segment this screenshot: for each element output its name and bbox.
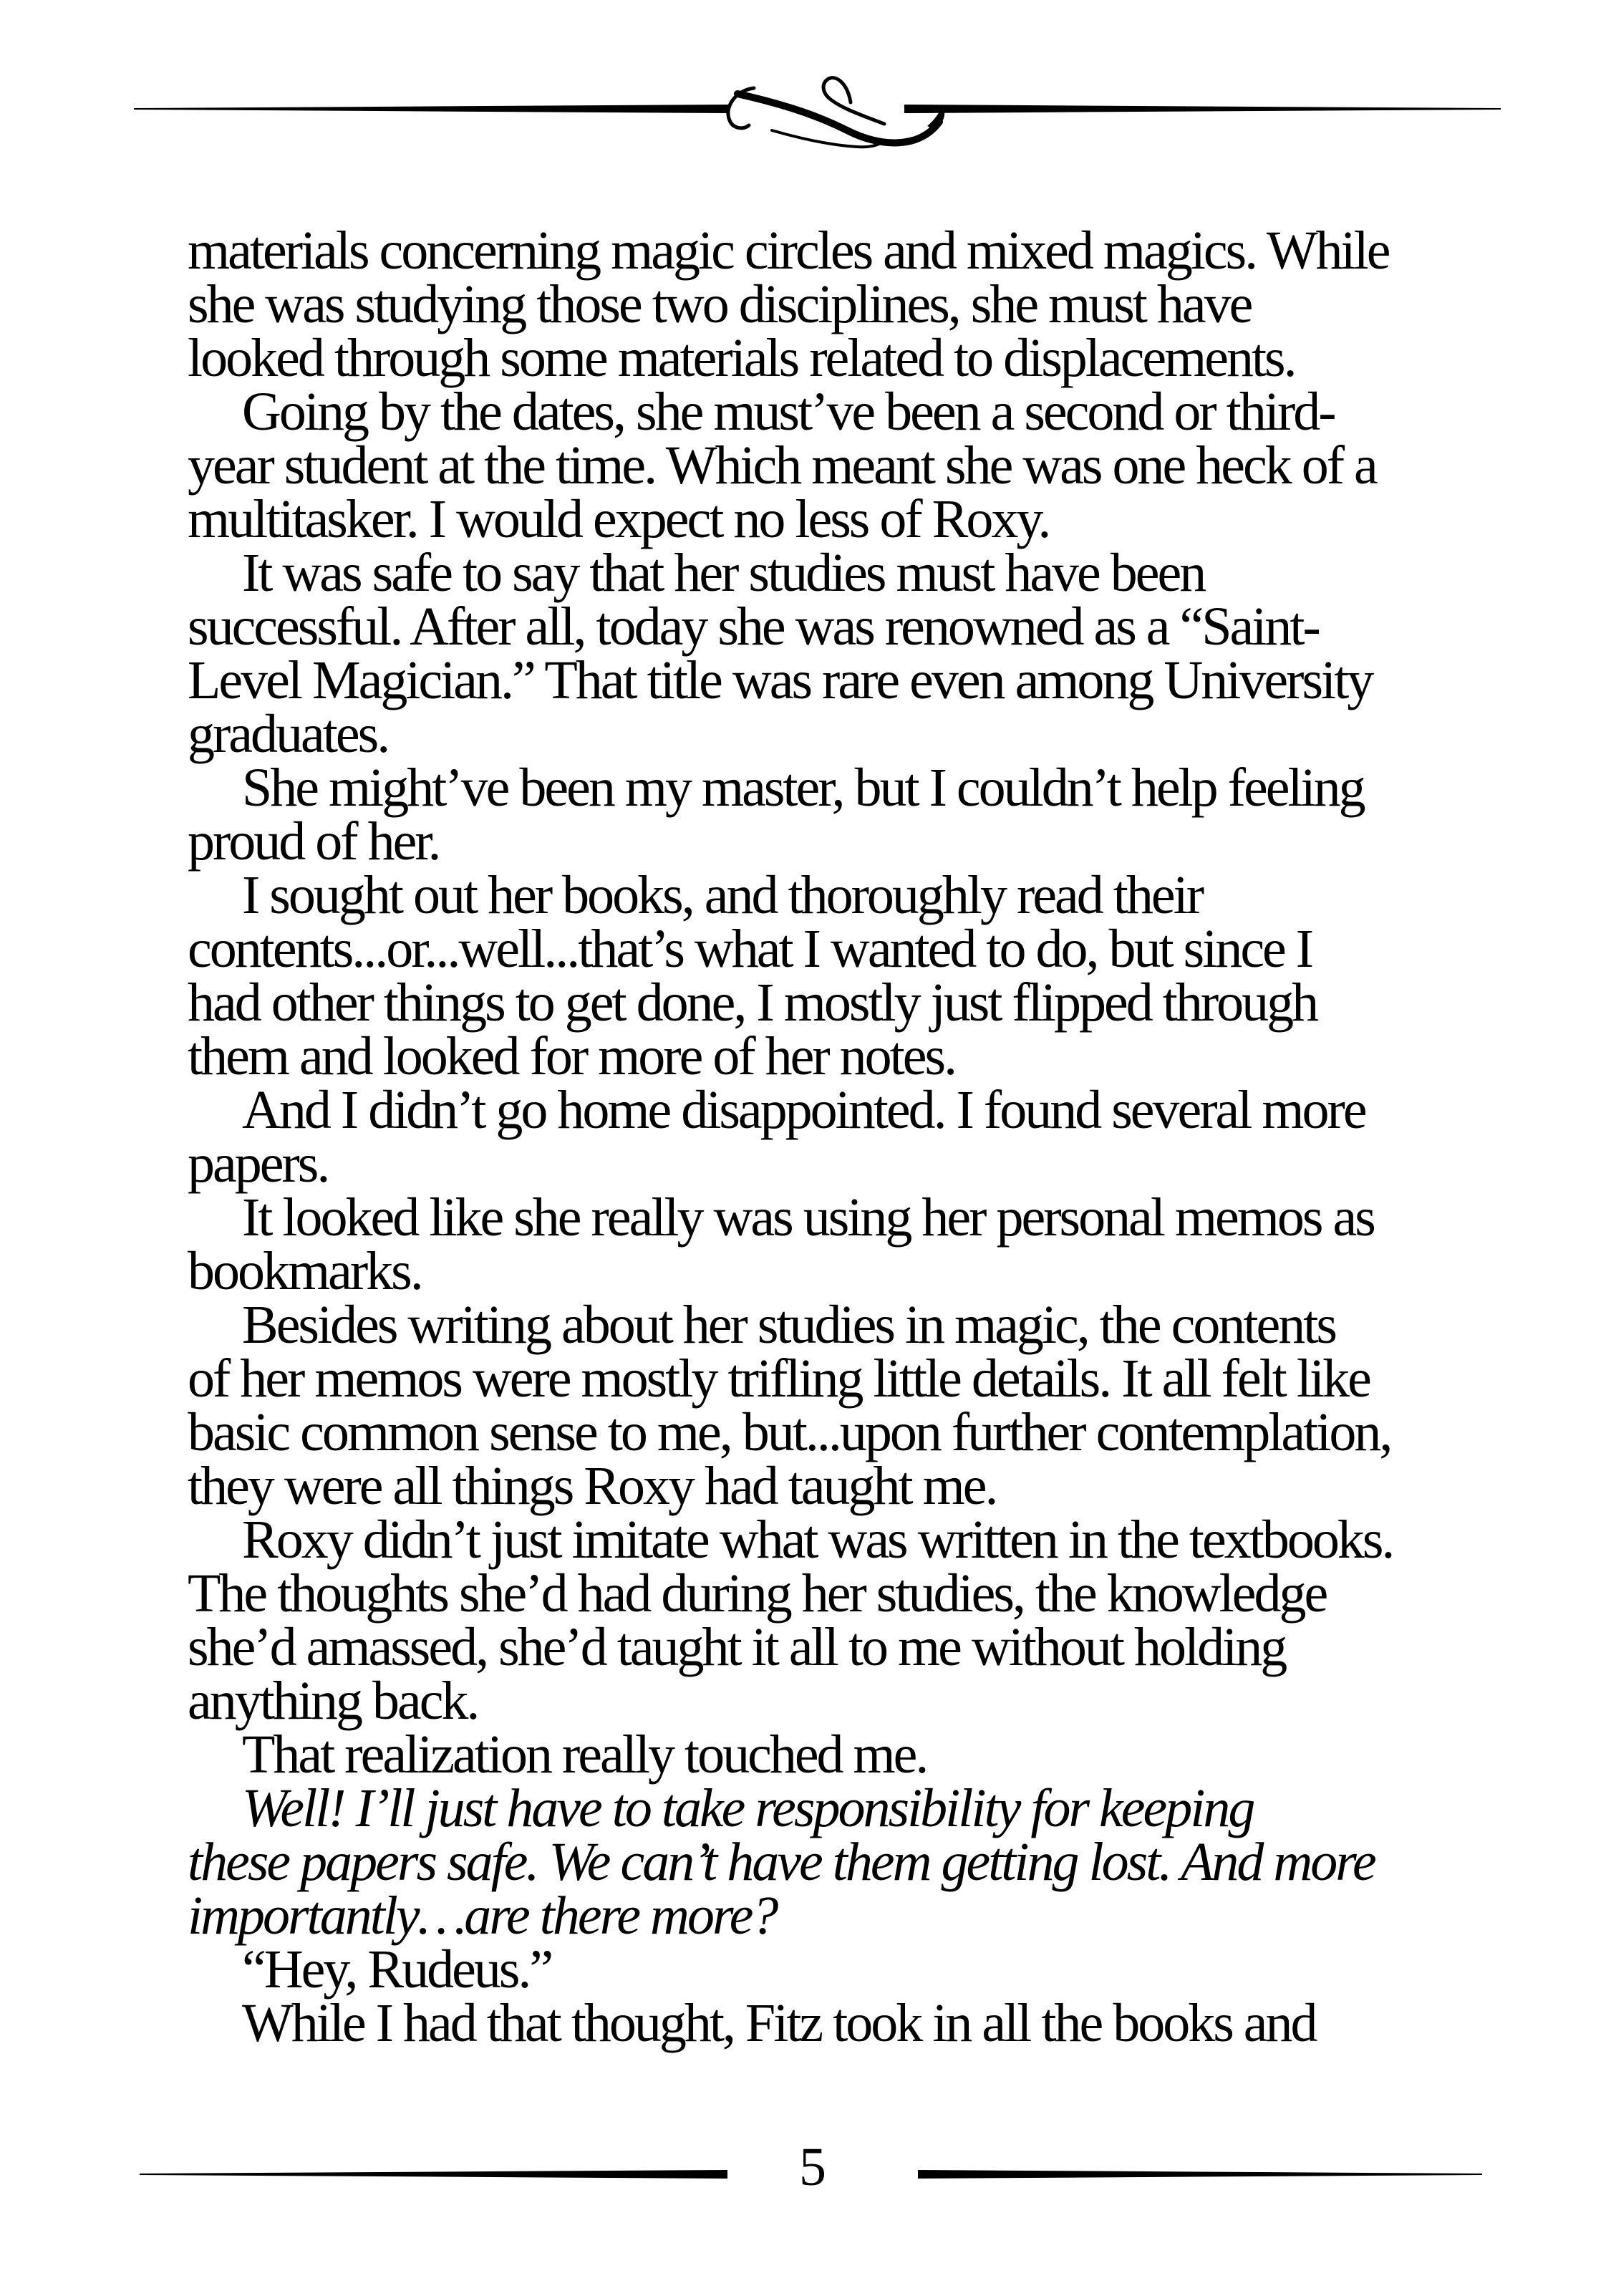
text-line: basic common sense to me, but...upon further contemplation, (188, 1402, 1391, 1462)
text-line: Level Magician.” That title was rare even among University (188, 650, 1373, 710)
bottom-divider-line-right (918, 2170, 1482, 2179)
text-line: And I didn’t go home disappointed. I found several more (242, 1080, 1365, 1140)
text-line: of her memos were mostly trifling little details. It all felt like (188, 1349, 1370, 1409)
text-line: contents...or...well...that’s what I wanted to do, but since I (188, 919, 1312, 979)
text-line: She might’ve been my master, but I couldn’t help feeling (242, 758, 1364, 818)
text-line: While I had that thought, Fitz took in all the books and (242, 1993, 1316, 2053)
text-line: It looked like she really was using her personal memos as (242, 1187, 1374, 1248)
top-divider (132, 43, 1504, 172)
text-line: Roxy didn’t just imitate what was written in the textbooks. (242, 1510, 1393, 1570)
page-number: 5 (799, 2137, 826, 2197)
text-line: she was studying those two disciplines, she must have (188, 274, 1252, 334)
flourish-main-swash (737, 94, 939, 143)
text-line: bookmarks. (188, 1241, 422, 1301)
text-line: year student at the time. Which meant she was one heck of a (188, 435, 1376, 496)
top-divider-line-left (134, 105, 730, 113)
text-line: Well! I’ll just have to take responsibility for keeping (242, 1778, 1254, 1838)
top-divider-line-right (904, 105, 1501, 113)
text-line: she’d amassed, she’d taught it all to me without holding (188, 1617, 1286, 1677)
text-line: successful. After all, today she was renowned as a “Saint- (188, 597, 1319, 657)
text-line: multitasker. I would expect no less of Roxy. (188, 489, 1050, 549)
text-line: Besides writing about her studies in magic, the contents (242, 1295, 1335, 1355)
text-line: I sought out her books, and thoroughly read their (242, 865, 1203, 925)
text-line: graduates. (188, 704, 389, 764)
text-line: “Hey, Rudeus.” (242, 1939, 552, 2000)
text-line: importantly…are there more? (188, 1886, 777, 1946)
text-line: these papers safe. We can’t have them getting lost. And more (188, 1832, 1375, 1892)
text-line: materials concerning magic circles and mixed magics. While (188, 221, 1389, 281)
text-line: had other things to get done, I mostly just flipped through (188, 973, 1317, 1033)
text-line: them and looked for more of her notes. (188, 1026, 956, 1086)
text-line: The thoughts she’d had during her studies, the knowledge (188, 1563, 1327, 1624)
text-line: Going by the dates, she must’ve been a second or third- (242, 382, 1335, 442)
flourish-top-loop (823, 78, 884, 124)
text-line: That realization really touched me. (242, 1725, 927, 1785)
text-line: looked through some materials related to displacements. (188, 328, 1295, 388)
text-line: It was safe to say that her studies must have been (242, 543, 1205, 603)
text-line: they were all things Roxy had taught me. (188, 1456, 997, 1516)
body-text (188, 221, 1441, 2053)
bottom-divider-line-left (140, 2170, 727, 2179)
text-line: papers. (188, 1134, 329, 1194)
text-line: anything back. (188, 1671, 478, 1731)
text-line: proud of her. (188, 811, 440, 872)
